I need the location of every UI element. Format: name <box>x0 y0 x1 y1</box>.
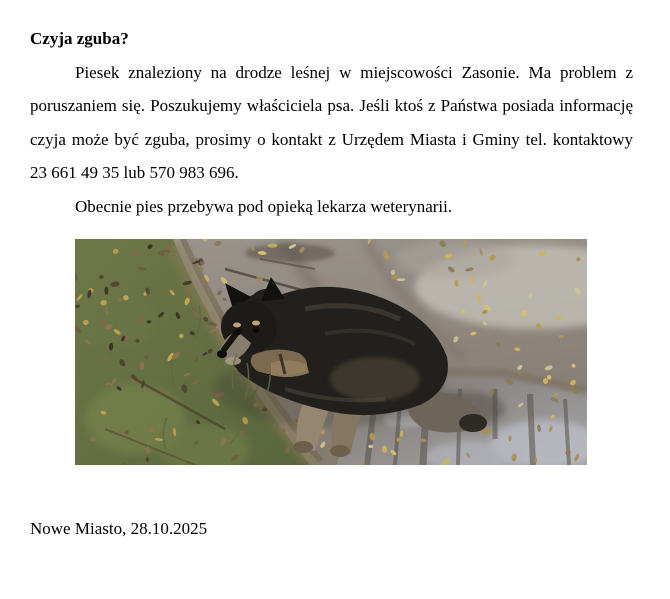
paragraph-announcement: Piesek znaleziony na drodze leśnej w miejscowości Zasonie. Ma problem z poruszaniem się. Poszukujemy właściciela psa. Jeśli ktoś z Państwa posiada informację czyja może być zguba, prosimy o kontakt z Urzędem Miasta i Gminy tel. kontaktowy 23 661 49 35 lub 570 983 696. <box>30 62 633 182</box>
dog-nose <box>217 350 227 358</box>
dog-left-eye <box>235 329 242 335</box>
dateline: Nowe Miasto, 28.10.2025 <box>30 519 208 538</box>
dog-photo-illustration <box>75 239 587 465</box>
dog-right-eye <box>253 327 260 333</box>
paragraph-vet-care: Obecnie pies przebywa pod opieką lekarza weterynarii. <box>75 196 453 216</box>
document-title: Czyja zguba? <box>30 29 129 48</box>
dog-photo <box>75 239 587 465</box>
